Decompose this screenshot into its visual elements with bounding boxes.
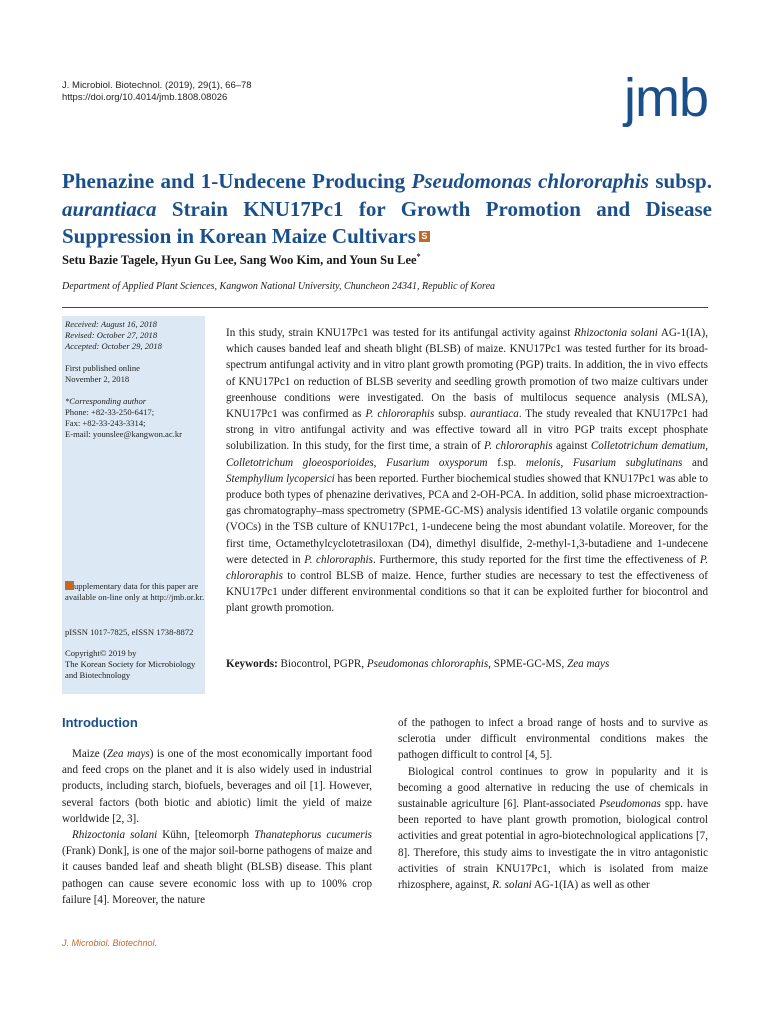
keywords-label: Keywords: <box>226 658 278 670</box>
copyright-line: and Biotechnology <box>65 670 131 680</box>
title-text: Phenazine and 1-Undecene Producing <box>62 169 412 193</box>
accepted-date: Accepted: October 29, 2018 <box>65 341 162 351</box>
copyright <box>65 648 205 681</box>
doi-link[interactable]: https://doi.org/10.4014/jmb.1808.08026 <box>62 92 228 103</box>
phone: Phone: +82-33-250-6417; <box>65 407 155 417</box>
corresponding-mark: * <box>416 252 421 261</box>
copyright-line: The Korean Society for Microbiology <box>65 659 196 669</box>
copyright-line: Copyright© 2019 by <box>65 648 137 658</box>
abstract: In this study, strain KNU17Pc1 was tested for its antifungal activity against Rhizoctonia solani AG-1(IA), which causes banded leaf and sheath blight (BLSB) of maize. KNU17Pc1 was tested further for its broad-spectrum antifungal activity and in vitro plant growth promoting (PGP) traits. In addition, the in vivo effects of KNU17Pc1 on reduction of BLSB severity and seedling growth promotion of two maize cultivars under greenhouse conditions were investigated. On the basis of multilocus sequence analysis (MLSA), KNU17Pc1 was confirmed as P. chlororaphis subsp. aurantiaca. The study revealed that KNU17Pc1 had strong in vitro antifungal activity and was effective toward all in vitro PGP traits except phosphate solubilization. In this study, for the first time, a strain of P. chlororaphis against Colletotrichum dematium, Colletotrichum gloeosporioides, Fusarium oxysporum f.sp. melonis, Fusarium subglutinans and Stemphylium lycopersici has been reported. Further biochemical studies showed that KNU17Pc1 was able to produce both types of phenazine derivatives, PCA and 2-OH-PCA. In addition, solid phase microextraction-gas chromatography–mass spectrometry (SPME-GC-MS) analysis identified 13 volatile organic compounds (VOCs) in the TSB culture of KNU17Pc1, 1-undecene being the most abundant volatile. Moreover, for the first time, Octamethylcyclotetrasiloxan (D4), dimethyl disulfide, 2-methyl-1,3-butadiene and 1-undecene were detected in P. chlororaphis. Furthermore, this study reported for the first time the effectiveness of P. chlororaphis to control BLSB of maize. Hence, further studies are necessary to test the effectiveness of KNU17Pc1 under different environmental conditions so that it can be exploited further for biocontrol and plant growth promotion. <box>226 327 708 615</box>
title-text: Strain KNU17Pc1 for Growth Promotion and Disease Suppression in Korean Maize Cultivars <box>62 196 712 248</box>
paragraph: of the pathogen to infect a broad range of hosts and to survive as sclerotia under difficult environmental conditions makes the pathogen difficult to control [4, 5]. <box>398 717 708 762</box>
published-label: First published online <box>65 363 140 373</box>
body-column-left <box>62 746 372 908</box>
citation <box>62 80 252 104</box>
issn: pISSN 1017-7825, eISSN 1738-8872 <box>65 627 194 637</box>
fax: Fax: +82-33-243-3314; <box>65 418 146 428</box>
article-title <box>62 168 712 251</box>
paragraph: Rhizoctonia solani Kühn, [teleomorph Thanatephorus cucumeris (Frank) Donk], is one of the major soil-borne pathogens of maize and it causes banded leaf and sheath blight (BLSB) disease. This plant pathogen can cause severe economic loss with up to 100% crop failure [4]. Moreover, the nature <box>62 829 372 906</box>
supplementary-icon <box>65 581 74 590</box>
title-subspecies: aurantiaca <box>62 196 157 221</box>
body-column-right <box>398 715 708 893</box>
title-text: subsp. <box>648 169 712 193</box>
published-date: November 2, 2018 <box>65 374 130 384</box>
affiliation: Department of Applied Plant Sciences, Kangwon National University, Chuncheon 24341, Republic of Korea <box>62 281 496 292</box>
journal-logo: jmb <box>623 68 708 128</box>
citation-line: J. Microbiol. Biotechnol. (2019), 29(1), 66–78 <box>62 80 252 91</box>
paragraph: Biological control continues to grow in popularity and it is becoming a good alternative in reducing the use of chemicals in sustainable agriculture [6]. Plant-associated Pseudomonas spp. have been reported to have plant growth promotion, biological control activities and great potential in agro-biotechnological applications [7, 8]. Therefore, this study aims to investigate the in vitro antagonistic activities of strain KNU17Pc1, which is isolated from maize rhizosphere, against, R. solani AG-1(IA) as well as other <box>398 765 708 892</box>
supplementary-badge-icon: S <box>419 231 430 242</box>
section-heading: Introduction <box>62 715 138 730</box>
revised-date: Revised: October 27, 2018 <box>65 330 158 340</box>
paragraph: Maize (Zea mays) is one of the most economically important food and feed crops on the planet and it is also widely used in industrial products, including starch, biofuels, beverages and oil [1]. However, several factors (both biotic and abiotic) limit the yield of maize worldwide [2, 3]. <box>62 748 372 825</box>
corresponding-heading: *Corresponding author <box>65 396 147 406</box>
author-list <box>62 252 421 268</box>
divider <box>62 307 708 308</box>
supplementary-text: upplementary data for this paper are available on-line only at http://jmb.or.kr. <box>65 581 205 602</box>
title-species: Pseudomonas chlororaphis <box>411 169 649 193</box>
article-info-sidebar <box>62 316 205 694</box>
keywords: Keywords: Biocontrol, PGPR, Pseudomonas chlororaphis, SPME-GC-MS, Zea mays <box>226 658 610 670</box>
authors-text: Setu Bazie Tagele, Hyun Gu Lee, Sang Woo Kim, and Youn Su Lee <box>62 253 417 268</box>
dates-block <box>65 319 205 352</box>
published-block <box>65 363 205 385</box>
corresponding-block <box>65 396 205 440</box>
supplementary-note <box>65 581 205 603</box>
email-link[interactable]: E-mail: younslee@kangwon.ac.kr <box>65 429 182 439</box>
running-footer: J. Microbiol. Biotechnol. <box>62 938 158 948</box>
received-date: Received: August 16, 2018 <box>65 319 157 329</box>
